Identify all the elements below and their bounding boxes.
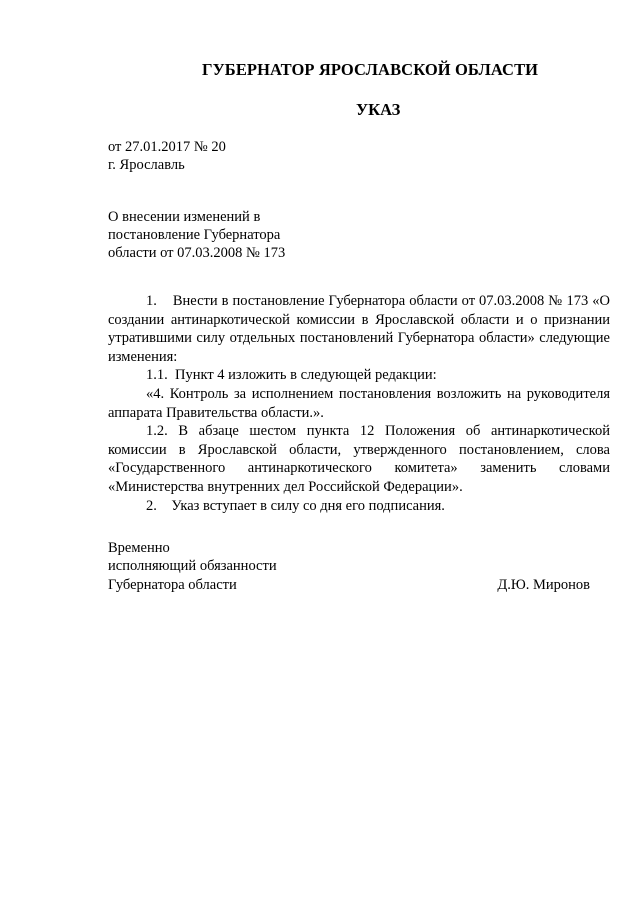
subject-line: постановление Губернатора: [108, 227, 281, 243]
subject-line: области от 07.03.2008 № 173: [108, 245, 286, 261]
document-subject: [108, 208, 285, 262]
city: г. Ярославль: [108, 157, 185, 173]
signer-position-line: Временно: [108, 540, 170, 556]
subject-line: О внесении изменений в: [108, 209, 261, 225]
document-meta: [108, 138, 226, 174]
date-number: от 27.01.2017 № 20: [108, 139, 226, 155]
paragraph-1-2: 1.2. В абзаце шестом пункта 12 Положения об антинаркотической комиссии в Ярославской области, утвержденного постановлением, слова «Государственного антинаркотического комитета» заменить словами «Министерства внутренних дел Российской Федерации».: [108, 423, 610, 495]
signer-name: Д.Ю. Миронов: [497, 576, 590, 593]
paragraph-1: 1. Внести в постановление Губернатора области от 07.03.2008 № 173 «О создании антинаркотической комиссии в Ярославской области и о признании утратившими силу отдельных постановлений Губернатора области» следующие изменения:: [108, 293, 610, 365]
document-body: [108, 292, 610, 515]
issuer-title: ГУБЕРНАТОР ЯРОСЛАВСКОЙ ОБЛАСТИ: [202, 60, 539, 79]
paragraph-1-1: 1.1. Пункт 4 изложить в следующей редакции:: [146, 367, 437, 384]
signer-position-line: Губернатора области: [108, 576, 237, 593]
document-type: УКАЗ: [356, 100, 401, 119]
signature-row: [108, 576, 590, 594]
paragraph-quote-4: «4. Контроль за исполнением постановления возложить на руководителя аппарата Правительства области.».: [108, 385, 610, 421]
paragraph-2: 2. Указ вступает в силу со дня его подписания.: [146, 497, 445, 514]
signature-block: [108, 539, 590, 594]
signer-position-line: исполняющий обязанности: [108, 558, 277, 575]
